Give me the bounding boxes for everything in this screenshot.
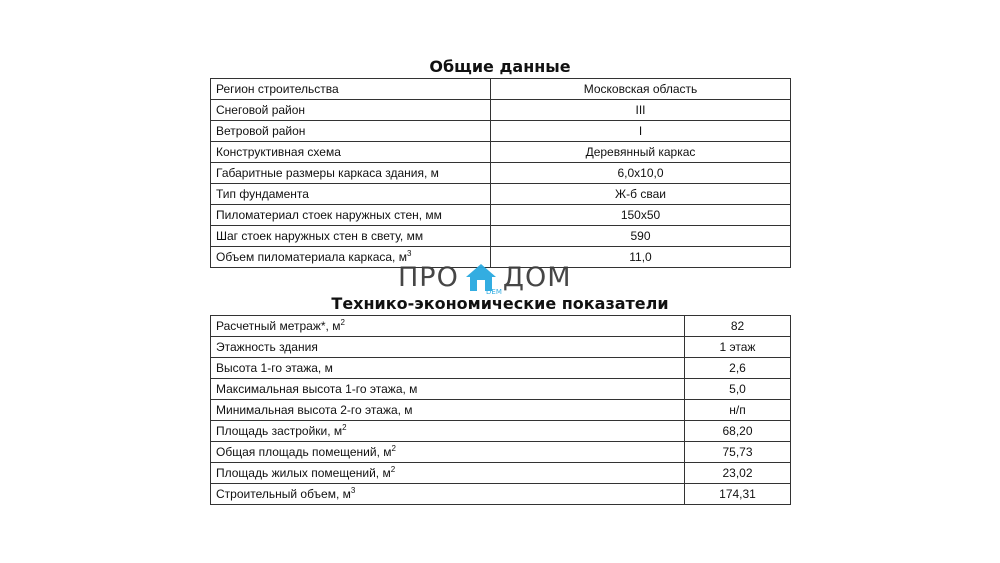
row-label-text: Строительный объем, м [216, 487, 351, 501]
row-label-text: Снеговой район [216, 103, 306, 117]
watermark-left-text: ПРО [398, 262, 459, 293]
row-value: 590 [491, 226, 791, 247]
row-label [211, 337, 685, 358]
row-label-text: Минимальная высота 2-го этажа, м [216, 403, 413, 417]
row-value: 5,0 [685, 379, 791, 400]
table-row [211, 400, 791, 421]
table-row [211, 205, 791, 226]
row-label-text: Высота 1-го этажа, м [216, 361, 333, 375]
row-label [211, 400, 685, 421]
table-row [211, 142, 791, 163]
row-value: 11,0 [491, 247, 791, 268]
row-label-text: Общая площадь помещений, м [216, 445, 392, 459]
row-value: Московская область [491, 79, 791, 100]
row-label [211, 184, 491, 205]
row-label [211, 463, 685, 484]
row-value: 2,6 [685, 358, 791, 379]
tech-indicators-table [210, 315, 791, 505]
general-data-title: Общие данные [429, 57, 571, 76]
table-row [211, 463, 791, 484]
unit-superscript: 2 [340, 318, 345, 327]
row-label-text: Конструктивная схема [216, 145, 341, 159]
row-label-text: Этажность здания [216, 340, 318, 354]
row-value: 150х50 [491, 205, 791, 226]
general-data-table [210, 78, 791, 268]
row-label [211, 79, 491, 100]
unit-superscript: 3 [350, 486, 356, 495]
row-value: н/п [685, 400, 791, 421]
table-row [211, 484, 791, 505]
table-row [211, 226, 791, 247]
row-label [211, 379, 685, 400]
table-row [211, 163, 791, 184]
row-label [211, 142, 491, 163]
table-row [211, 100, 791, 121]
unit-superscript: 2 [390, 465, 396, 474]
row-label-text: Пиломатериал стоек наружных стен, мм [216, 208, 442, 222]
row-label-text: Тип фундамента [216, 187, 309, 201]
table-row [211, 316, 791, 337]
row-label [211, 358, 685, 379]
unit-superscript: 2 [342, 423, 347, 432]
row-label [211, 226, 491, 247]
row-label-text: Максимальная высота 1-го этажа, м [216, 382, 418, 396]
row-value: 1 этаж [685, 337, 791, 358]
row-label [211, 316, 685, 337]
table-row [211, 121, 791, 142]
row-label-text: Шаг стоек наружных стен в свету, мм [216, 229, 424, 243]
row-value: 23,02 [685, 463, 791, 484]
table-row [211, 442, 791, 463]
watermark-sub-text: DEM [486, 288, 502, 296]
row-label-text: Объем пиломатериала каркаса, м [216, 250, 407, 264]
row-label-text: Габаритные размеры каркаса здания, м [216, 166, 439, 180]
row-label [211, 442, 685, 463]
tech-indicators-title: Технико-экономические показатели [331, 294, 669, 313]
row-value: 82 [685, 316, 791, 337]
row-label [211, 100, 491, 121]
unit-superscript: 3 [406, 249, 412, 258]
table-row [211, 379, 791, 400]
row-value: I [491, 121, 791, 142]
table-row [211, 79, 791, 100]
row-label-text: Площадь застройки, м [216, 424, 343, 438]
watermark-right-text: ДОМ [502, 262, 572, 293]
row-value: Ж-б сваи [491, 184, 791, 205]
row-label-text: Ветровой район [216, 124, 306, 138]
row-value: III [491, 100, 791, 121]
row-label-text: Регион строительства [216, 82, 339, 96]
row-label-text: Расчетный метраж*, м [216, 319, 341, 333]
row-label-text: Площадь жилых помещений, м [216, 466, 391, 480]
table-row [211, 358, 791, 379]
unit-superscript: 2 [391, 444, 396, 453]
row-label [211, 205, 491, 226]
row-value: 75,73 [685, 442, 791, 463]
row-value: 68,20 [685, 421, 791, 442]
row-value: 6,0х10,0 [491, 163, 791, 184]
row-label [211, 484, 685, 505]
table-row [211, 421, 791, 442]
row-label [211, 421, 685, 442]
general-data-body [211, 79, 791, 268]
row-label [211, 121, 491, 142]
table-row [211, 337, 791, 358]
tech-indicators-body [211, 316, 791, 505]
table-row [211, 184, 791, 205]
row-value: Деревянный каркас [491, 142, 791, 163]
row-value: 174,31 [685, 484, 791, 505]
row-label [211, 163, 491, 184]
